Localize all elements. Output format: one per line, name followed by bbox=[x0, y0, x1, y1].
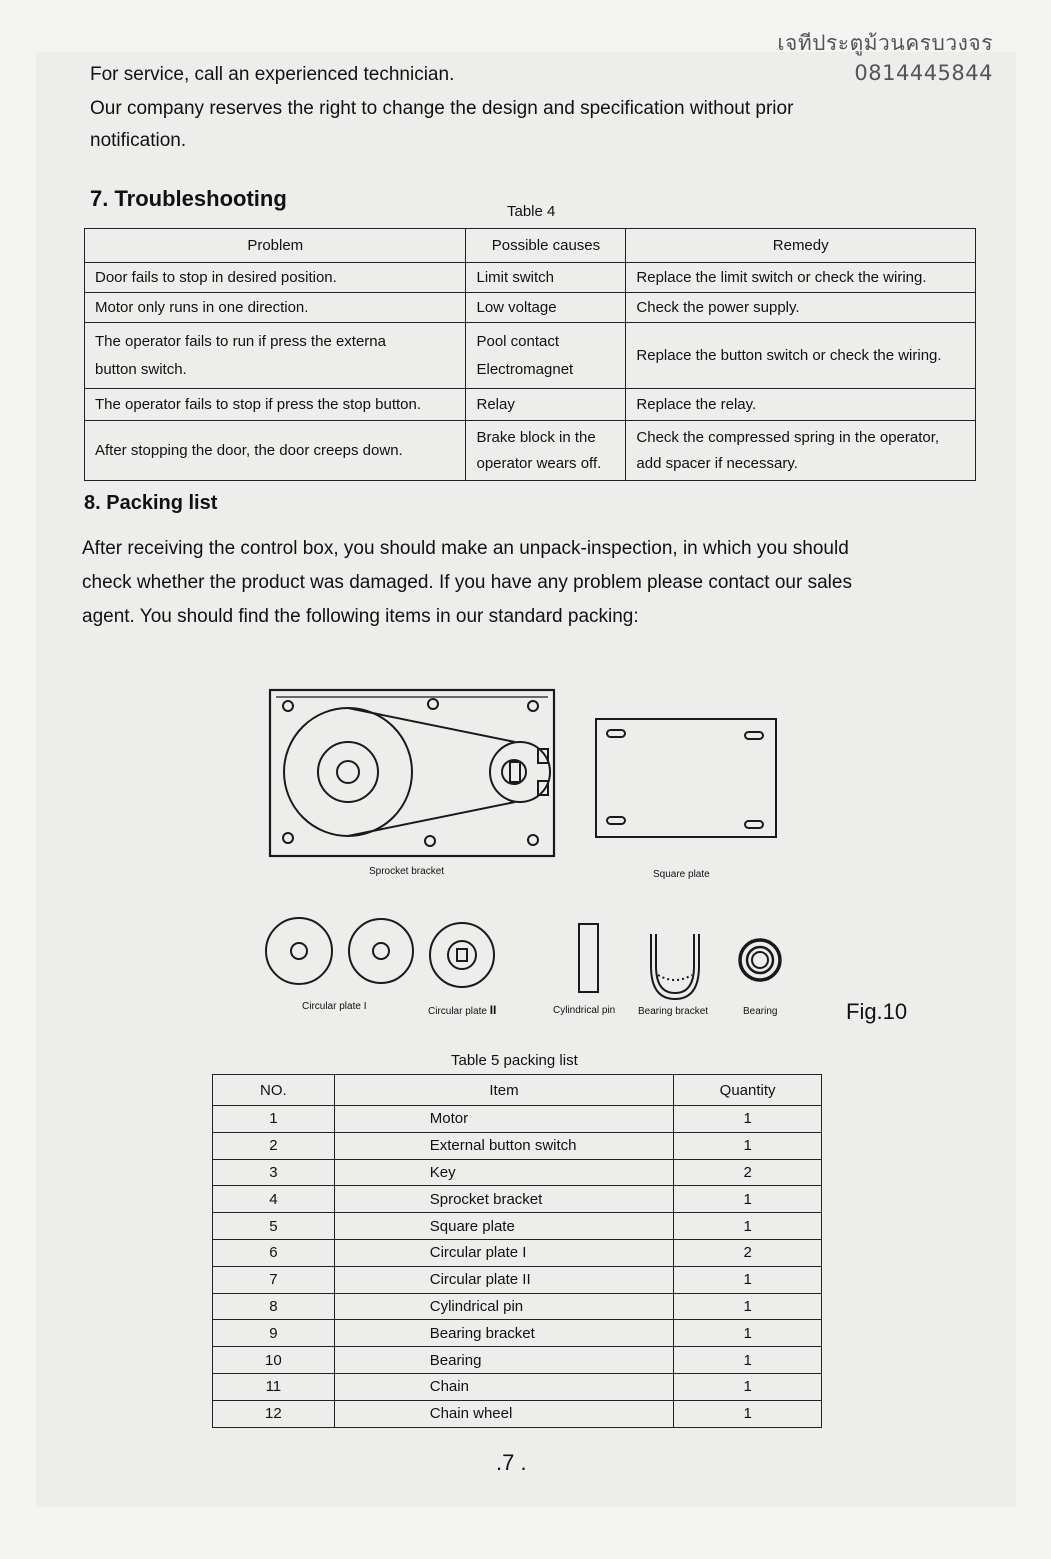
table5-caption: Table 5 packing list bbox=[451, 1052, 578, 1069]
table-row bbox=[213, 1320, 822, 1347]
cause-line: Electromagnet bbox=[476, 360, 574, 378]
packing-list-table bbox=[212, 1074, 822, 1428]
packing-para-line-2: check whether the product was damaged. If you have any problem please contact our sales bbox=[82, 572, 852, 593]
no-cell: 7 bbox=[213, 1266, 335, 1293]
cause-line: operator wears off. bbox=[476, 454, 602, 472]
item-cell: Chain wheel bbox=[334, 1400, 673, 1427]
cause-cell: Low voltage bbox=[466, 293, 626, 323]
intro-line-1: For service, call an experienced technician. bbox=[90, 64, 455, 85]
header-no: NO. bbox=[213, 1075, 335, 1106]
table-row bbox=[213, 1347, 822, 1374]
label-square-plate: Square plate bbox=[653, 869, 710, 880]
problem-line: button switch. bbox=[95, 360, 187, 378]
table-row bbox=[213, 1266, 822, 1293]
cause-line: Brake block in the bbox=[476, 428, 596, 446]
quantity-cell: 2 bbox=[674, 1239, 822, 1266]
sprocket-bracket-drawing bbox=[270, 690, 554, 856]
intro-line-3: notification. bbox=[90, 130, 187, 151]
packing-heading: 8. Packing list bbox=[84, 492, 218, 514]
problem-cell: Motor only runs in one direction. bbox=[85, 293, 466, 323]
no-cell: 8 bbox=[213, 1293, 335, 1320]
quantity-cell: 1 bbox=[674, 1373, 822, 1400]
square-plate-drawing bbox=[596, 719, 776, 837]
quantity-cell: 1 bbox=[674, 1293, 822, 1320]
item-cell: Motor bbox=[334, 1106, 673, 1133]
circular-plate-2-drawing bbox=[430, 923, 494, 987]
table4-caption: Table 4 bbox=[507, 203, 556, 220]
item-cell: Key bbox=[334, 1159, 673, 1186]
table-row bbox=[213, 1373, 822, 1400]
header-item: Item bbox=[334, 1075, 673, 1106]
no-cell: 5 bbox=[213, 1213, 335, 1240]
table-row bbox=[213, 1186, 822, 1213]
label-circular-plate-1: Circular plate I bbox=[302, 1001, 367, 1012]
label-circular-plate-2-text: Circular plate bbox=[428, 1006, 487, 1017]
no-cell: 2 bbox=[213, 1132, 335, 1159]
quantity-cell: 1 bbox=[674, 1213, 822, 1240]
cause-line: Pool contact bbox=[476, 332, 560, 350]
cause-cell: Limit switch bbox=[466, 263, 626, 293]
label-bearing-bracket: Bearing bracket bbox=[638, 1006, 709, 1017]
figure-number: Fig.10 bbox=[846, 999, 908, 1024]
table-row bbox=[213, 1213, 822, 1240]
no-cell: 10 bbox=[213, 1347, 335, 1374]
item-cell: Circular plate I bbox=[334, 1239, 673, 1266]
table-row bbox=[213, 1239, 822, 1266]
quantity-cell: 1 bbox=[674, 1186, 822, 1213]
item-cell: External button switch bbox=[334, 1132, 673, 1159]
remedy-cell: Replace the limit switch or check the wiring. bbox=[626, 263, 976, 293]
quantity-cell: 1 bbox=[674, 1266, 822, 1293]
item-cell: Square plate bbox=[334, 1213, 673, 1240]
remedy-line: add spacer if necessary. bbox=[636, 454, 798, 472]
problem-cell: After stopping the door, the door creeps down. bbox=[85, 421, 466, 481]
table-row bbox=[213, 1106, 822, 1133]
quantity-cell: 1 bbox=[674, 1132, 822, 1159]
no-cell: 11 bbox=[213, 1373, 335, 1400]
table-row bbox=[213, 1159, 822, 1186]
item-cell: Bearing bracket bbox=[334, 1320, 673, 1347]
table-row bbox=[213, 1132, 822, 1159]
label-sprocket-bracket: Sprocket bracket bbox=[369, 866, 445, 877]
remedy-cell: Check the power supply. bbox=[626, 293, 976, 323]
circular-plate-1-drawing bbox=[266, 918, 332, 984]
remedy-cell: Replace the relay. bbox=[626, 389, 976, 421]
table-header-row bbox=[213, 1075, 822, 1106]
header-remedy: Remedy bbox=[626, 229, 976, 263]
header-problem: Problem bbox=[85, 229, 466, 263]
no-cell: 1 bbox=[213, 1106, 335, 1133]
troubleshooting-heading: 7. Troubleshooting bbox=[90, 186, 287, 211]
quantity-cell: 1 bbox=[674, 1320, 822, 1347]
remedy-cell: Replace the button switch or check the wiring. bbox=[626, 323, 976, 389]
quantity-cell: 1 bbox=[674, 1106, 822, 1133]
bearing-drawing bbox=[740, 940, 780, 980]
header-causes: Possible causes bbox=[466, 229, 626, 263]
no-cell: 6 bbox=[213, 1239, 335, 1266]
item-cell: Sprocket bracket bbox=[334, 1186, 673, 1213]
bearing-bracket-drawing bbox=[651, 934, 699, 999]
quantity-cell: 2 bbox=[674, 1159, 822, 1186]
label-cylindrical-pin: Cylindrical pin bbox=[553, 1005, 616, 1016]
cylindrical-pin-drawing bbox=[579, 924, 598, 992]
quantity-cell: 1 bbox=[674, 1347, 822, 1374]
intro-line-2: Our company reserves the right to change the design and specification without prior bbox=[90, 98, 794, 119]
quantity-cell: 1 bbox=[674, 1400, 822, 1427]
watermark-shop-name: เจทีประตูม้วนครบวงจร bbox=[777, 31, 993, 55]
table-row bbox=[213, 1400, 822, 1427]
problem-cell: Door fails to stop in desired position. bbox=[85, 263, 466, 293]
problem-cell: The operator fails to stop if press the stop button. bbox=[85, 389, 466, 421]
item-cell: Bearing bbox=[334, 1347, 673, 1374]
table-row bbox=[213, 1293, 822, 1320]
no-cell: 4 bbox=[213, 1186, 335, 1213]
no-cell: 9 bbox=[213, 1320, 335, 1347]
page-number: .7 . bbox=[496, 1450, 527, 1475]
label-circular-plate-2 bbox=[428, 1003, 496, 1017]
item-cell: Cylindrical pin bbox=[334, 1293, 673, 1320]
cause-cell: Relay bbox=[466, 389, 626, 421]
item-cell: Chain bbox=[334, 1373, 673, 1400]
watermark-phone: 0814445844 bbox=[854, 61, 993, 85]
label-circular-plate-2-roman: II bbox=[489, 1003, 497, 1017]
label-bearing: Bearing bbox=[743, 1006, 778, 1017]
circular-plate-1-duplicate-drawing bbox=[349, 919, 413, 983]
no-cell: 12 bbox=[213, 1400, 335, 1427]
packing-para-line-3: agent. You should find the following items in our standard packing: bbox=[82, 606, 639, 627]
problem-line: The operator fails to run if press the externa bbox=[95, 332, 386, 350]
header-quantity: Quantity bbox=[674, 1075, 822, 1106]
no-cell: 3 bbox=[213, 1159, 335, 1186]
remedy-line: Check the compressed spring in the operator, bbox=[636, 428, 940, 446]
packing-para-line-1: After receiving the control box, you should make an unpack-inspection, in which you should bbox=[82, 538, 849, 559]
item-cell: Circular plate II bbox=[334, 1266, 673, 1293]
